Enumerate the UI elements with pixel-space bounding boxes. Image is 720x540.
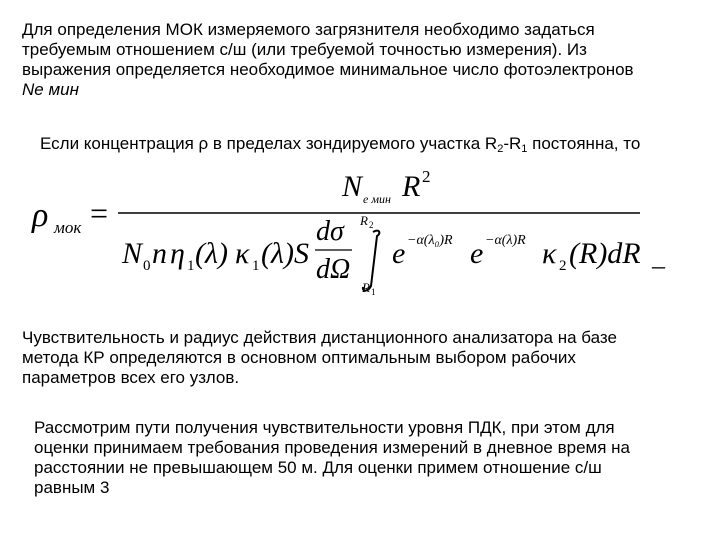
integral-upper-sub: 2 [369, 220, 374, 230]
formula-kappa-2-subscript: 2 [559, 258, 567, 274]
formula-exp-2: e [470, 237, 484, 270]
subscript: 2 [497, 143, 504, 155]
formula-tail: (R)dR [569, 237, 641, 270]
formula-numerator-exponent: 2 [422, 168, 431, 186]
formula-kappa-1-subscript: 1 [252, 258, 260, 274]
text-line: метода КР определяются в основном оптимальным выбором рабочих [22, 348, 576, 367]
paragraph-sensitivity [22, 328, 617, 388]
formula-rho: ρ [32, 197, 49, 234]
formula-exp-1: e [392, 237, 406, 270]
formula-kappa-1: κ [235, 237, 250, 270]
formula-N0: N [122, 237, 143, 270]
formula-n: n [152, 237, 167, 270]
text-fragment: Если концентрация [40, 134, 199, 153]
text-line: расстоянии не превышающем 50 м. Для оценки примем отношение с/ш [34, 458, 602, 477]
formula-eta: η [170, 237, 185, 270]
formula-trailing-dash: _ [652, 242, 665, 271]
formula-lambda-1: (λ) [195, 237, 228, 270]
text-line: равным 3 [34, 478, 110, 497]
text-line: Для определения МОК измеряемого загрязнителя необходимо задаться [22, 20, 595, 39]
text-line: Nе мин [22, 80, 79, 99]
paragraph-assessment [34, 418, 630, 498]
formula-equals: = [90, 195, 109, 231]
text-line: параметров всех его узлов. [22, 368, 240, 387]
formula-exp-2-power: −α(λ)R [485, 233, 526, 248]
text-line: Рассмотрим пути получения чувствительности уровня ПДК, при этом для [34, 418, 615, 437]
formula-exp-1-power: −α(λ₀)R [407, 233, 453, 248]
text-line: выражения определяется необходимое минимальное число фотоэлектронов [22, 60, 634, 79]
formula-eta-subscript: 1 [187, 258, 195, 274]
formula [30, 168, 710, 303]
integral-lower-R: R [362, 280, 370, 295]
text-fragment: постоянна, то [527, 134, 641, 153]
subscript: 1 [521, 143, 528, 155]
formula-rho-subscript: мок [54, 218, 82, 237]
paragraph-concentration [40, 134, 640, 154]
formula-numerator-N: N [342, 170, 363, 203]
formula-dOmega: dΩ [316, 254, 351, 285]
formula-N0-subscript: 0 [143, 258, 151, 274]
formula-kappa-2: κ [542, 237, 557, 270]
formula-numerator-R: R [402, 170, 421, 203]
rho-symbol: ρ [198, 134, 209, 153]
paragraph-intro [22, 20, 634, 100]
formula-lambda-S: (λ)S [261, 237, 309, 270]
integral-lower-sub: 1 [371, 287, 376, 297]
text-line: Чувствительность и радиус действия дистанционного анализатора на базе [22, 328, 617, 347]
integral-upper-R: R [360, 213, 368, 228]
text-fragment: -R [503, 134, 522, 153]
text-fragment: в пределах зондируемого участка R [208, 134, 498, 153]
formula-numerator-subscript: е мин [363, 192, 391, 206]
text-line: оценки принимаем требования проведения измерений в дневное время на [34, 438, 630, 457]
formula-dsigma: dσ [316, 216, 344, 247]
text-line [40, 134, 640, 154]
text-line: требуемым отношением с/ш (или требуемой точностью измерения). Из [22, 40, 587, 59]
